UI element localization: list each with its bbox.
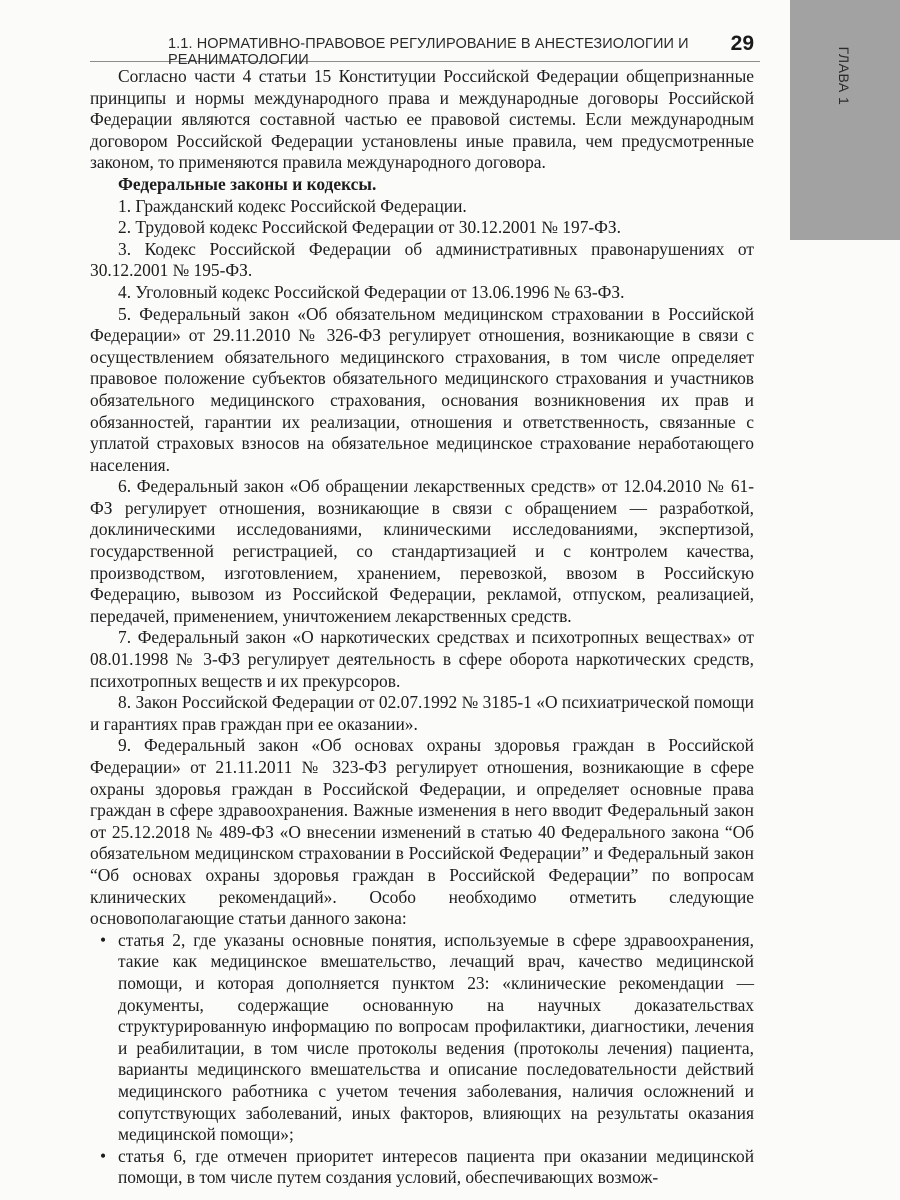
law-item-9: 9. Федеральный закон «Об основах охраны здоровья граждан в Российской Федерации» от 21.11.2011 № 323-ФЗ регулирует отношения, возникающие в сфере охраны здоровья граждан в Российской Федерации, и определяет основные права граждан в сфере здравоохранения. Важные изменения в него вводит Федеральный закон от 25.12.2018 № 489-ФЗ «О внесении изменений в статью 40 Федерального закона “Об обязательном медицинском страховании в Российской Федерации” и Федеральный закон “Об основах охраны здоровья граждан в Российской Федерации” по вопросам клинических рекомендаций». Особо необходимо отметить следующие основополагающие статьи данного закона:	[90, 735, 754, 929]
running-title: 1.1. НОРМАТИВНО-ПРАВОВОЕ РЕГУЛИРОВАНИЕ В АНЕСТЕЗИОЛОГИИ И РЕАНИМАТОЛОГИИ	[168, 36, 689, 68]
chapter-label: ГЛАВА 1	[836, 46, 852, 106]
chapter-tab	[790, 0, 900, 240]
page-number: 29	[730, 32, 754, 55]
intro-paragraph: Согласно части 4 статьи 15 Конституции Российской Федерации общепризнанные принципы и нормы международного права и международные договоры Российской Федерации являются составной частью ее правовой системы. Если международным договором Российской Федерации установлены иные правила, чем предусмотренные законом, то применяются правила международного договора.	[90, 66, 754, 173]
page-body	[90, 66, 754, 1189]
bullet-icon: •	[100, 929, 107, 950]
article-bullet-item	[90, 1146, 754, 1189]
law-item-7: 7. Федеральный закон «О наркотических средствах и психотропных веществах» от 08.01.1998 № 3-ФЗ регулирует деятельность в сфере оборота наркотических средств, психотропных веществ и их прекурсоров.	[90, 627, 754, 691]
law-item-2: 2. Трудовой кодекс Российской Федерации от 30.12.2001 № 197-ФЗ.	[118, 217, 621, 238]
law-item-5: 5. Федеральный закон «Об обязательном медицинском страховании в Российской Федерации» от 29.11.2010 № 326-ФЗ регулирует отношения, возникающие в связи с осуществлением обязательного медицинского страхования, в том числе определяет правовое положение субъектов обязательного медицинского страхования и участников обязательного медицинского страхования, основания возникновения их прав и обязанностей, гарантии их реализации, отношения и ответственность, связанные с уплатой страховых взносов на обязательное медицинское страхование неработающего населения.	[90, 303, 754, 475]
article-list	[90, 930, 754, 1189]
law-item-8: 8. Закон Российской Федерации от 02.07.1992 № 3185-1 «О психиатрической помощи и гарантиях прав граждан при ее оказании».	[90, 692, 754, 734]
law-item-3: 3. Кодекс Российской Федерации об административных правонарушениях от 30.12.2001 № 195-ФЗ.	[90, 238, 754, 281]
law-item-1: 1. Гражданский кодекс Российской Федерации.	[118, 195, 467, 216]
running-header	[90, 32, 760, 68]
article-bullet-text: статья 6, где отмечен приоритет интересов пациента при оказании медицинской помощи, в том числе путем создания условий, обеспечивающих возмож-	[118, 1145, 754, 1188]
section-heading: Федеральные законы и кодексы.	[118, 173, 377, 194]
law-item-4: 4. Уголовный кодекс Российской Федерации от 13.06.1996 № 63-ФЗ.	[118, 281, 625, 302]
article-bullet-item	[90, 930, 754, 1146]
bullet-icon: •	[100, 1145, 107, 1166]
article-bullet-text: статья 2, где указаны основные понятия, используемые в сфере здравоохранения, такие как медицинское вмешательство, лечащий врач, качество медицинской помощи, и которая дополняется пунктом 23: «клинические рекомендации — документы, содержащие основанную на научных доказательствах структурированную информацию по вопросам профилактики, диагностики, лечения и реабилитации, в том числе протоколы ведения (протоколы лечения) пациента, варианты медицинского вмешательства и описание последовательности действий медицинского работника с учетом течения заболевания, наличия осложнений и сопутствующих заболеваний, иных факторов, влияющих на результаты оказания медицинской помощи»;	[118, 929, 754, 1145]
law-item-6: 6. Федеральный закон «Об обращении лекарственных средств» от 12.04.2010 № 61-ФЗ регулирует отношения, возникающие в связи с обращением — разработкой, доклиническими исследованиями, клиническими исследованиями, экспертизой, государственной регистрацией, со стандартизацией и с контролем качества, производством, изготовлением, хранением, перевозкой, ввозом в Российскую Федерацию, вывозом из Российской Федерации, рекламой, отпуском, реализацией, передачей, применением, уничтожением лекарственных средств.	[90, 476, 754, 626]
